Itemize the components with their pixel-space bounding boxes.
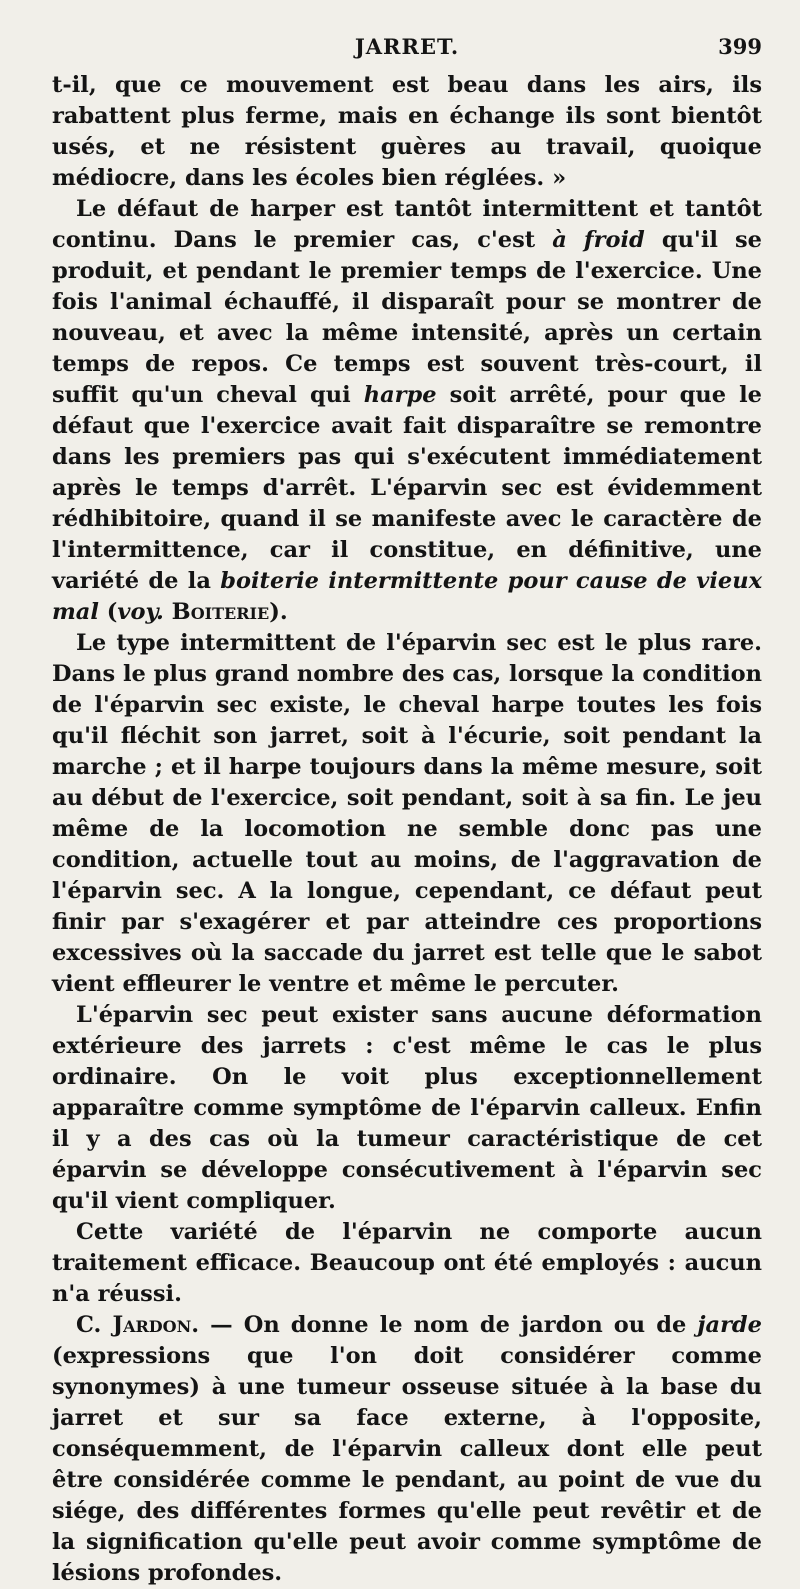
paragraph-4 bbox=[52, 1000, 762, 1217]
text-segment bbox=[164, 599, 172, 625]
smallcaps-text: Jardon bbox=[112, 1312, 192, 1338]
italic-text: voy. bbox=[117, 599, 164, 625]
italic-text: à froid bbox=[552, 227, 645, 253]
paragraph-2 bbox=[52, 194, 762, 628]
paragraph-5 bbox=[52, 1217, 762, 1310]
page-number: 399 bbox=[718, 34, 762, 59]
text-segment: soit arrêté, pour que le défaut que l'exercice avait fait disparaître se remontre dans les premiers pas qui s'exécutent immédiatement après le temps d'arrêt. L'éparvin sec est évidemment rédhibitoire, quand il se manifeste avec le caractère de l'intermittence, car il constitue, en définitive, une variété de la bbox=[52, 382, 762, 594]
paragraph-6 bbox=[52, 1310, 762, 1589]
italic-text: jarde bbox=[697, 1312, 762, 1338]
text-segment: t-il, que ce mouvement est beau dans les airs, ils rabattent plus ferme, mais en échange ils sont bientôt usés, et ne résistent guères au travail, quoique médiocre, dans les écoles bien réglées. » bbox=[52, 72, 762, 191]
paragraph-3 bbox=[52, 628, 762, 1000]
text-segment: Le défaut de harper est tantôt intermittent et tantôt continu. Dans le premier cas, c'est bbox=[52, 196, 762, 253]
text-segment: qu'il se produit, et pendant le premier temps de l'exercice. Une fois l'animal échauffé, il disparaît pour se montrer de nouveau, et avec la même intensité, après un certain temps de repos. Ce temps est souvent très-court, il suffit qu'un cheval qui bbox=[52, 227, 762, 408]
page-header bbox=[52, 28, 762, 70]
body-text bbox=[52, 70, 762, 1589]
text-segment: ). bbox=[269, 599, 288, 625]
text-segment: (expressions que l'on doit considérer comme synonymes) à une tumeur osseuse située à la base du jarret et sur sa face externe, à l'opposite, conséquemment, de l'éparvin calleux dont elle peut être considérée comme le pendant, au point de vue du siége, des différentes formes qu'elle peut revêtir et de la signification qu'elle peut avoir comme symptôme de lésions profondes. bbox=[52, 1343, 762, 1586]
italic-text: harpe bbox=[363, 382, 437, 408]
running-head: JARRET. bbox=[354, 34, 460, 59]
text-segment: Cette variété de l'éparvin ne comporte aucun traitement efficace. Beaucoup ont été employés : aucun n'a réussi. bbox=[52, 1219, 762, 1307]
text-segment: . — On donne le nom de jardon ou de bbox=[191, 1312, 698, 1338]
paragraph-1 bbox=[52, 70, 762, 194]
italic-text: boiterie intermittente pour cause de vieux mal bbox=[52, 568, 762, 625]
text-segment: Le type intermittent de l'éparvin sec est le plus rare. Dans le plus grand nombre des cas, lorsque la condition de l'éparvin sec existe, le cheval harpe toutes les fois qu'il fléchit son jarret, soit à l'écurie, soit pendant la marche ; et il harpe toujours dans la même mesure, soit au début de l'exercice, soit pendant, soit à sa fin. Le jeu même de la locomotion ne semble donc pas une condition, actuelle tout au moins, de l'aggravation de l'éparvin sec. A la longue, cependant, ce défaut peut finir par s'exagérer et par atteindre ces proportions excessives où la saccade du jarret est telle que le sabot vient effleurer le ventre et même le percuter. bbox=[52, 630, 762, 997]
text-segment: L'éparvin sec peut exister sans aucune déformation extérieure des jarrets : c'est même le cas le plus ordinaire. On le voit plus exceptionnellement apparaître comme symptôme de l'éparvin calleux. Enfin il y a des cas où la tumeur caractéristique de cet éparvin se développe consécutivement à l'éparvin sec qu'il vient compliquer. bbox=[52, 1002, 762, 1214]
text-segment: ( bbox=[98, 599, 118, 625]
smallcaps-text: Boiterie bbox=[171, 599, 270, 625]
text-segment: C. bbox=[76, 1312, 113, 1338]
